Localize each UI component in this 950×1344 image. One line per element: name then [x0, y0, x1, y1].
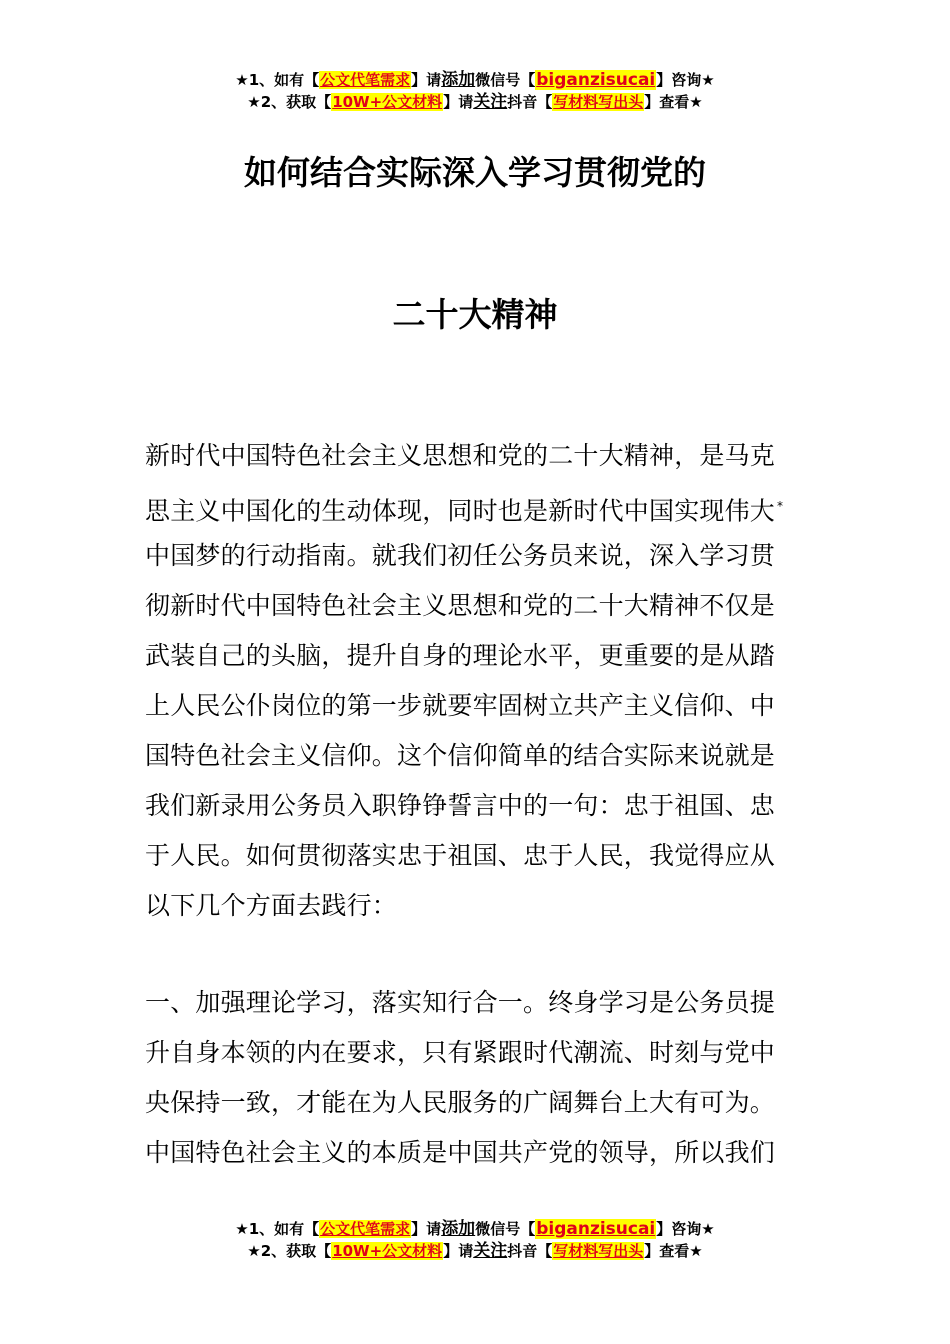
banner-line-1: ★1、如有【公文代笔需求】请添加微信号【biganzisucai】咨询★ — [235, 1219, 715, 1239]
document-title-line-1: 如何结合实际深入学习贯彻党的 — [244, 153, 706, 192]
highlight-writing-service: 公文代笔需求 — [320, 1220, 411, 1238]
text-line: 彻新时代中国特色社会主义思想和党的二十大精神不仅是 — [145, 591, 776, 620]
banner-line-1: ★1、如有【公文代笔需求】请添加微信号【biganzisucai】咨询★ — [235, 70, 715, 90]
text-line: 升自身本领的内在要求，只有紧跟时代潮流、时刻与党中 — [145, 1038, 776, 1067]
text-line: 于人民。如何贯彻落实忠于祖国、忠于人民，我觉得应从 — [145, 841, 776, 870]
footer-banner — [0, 1218, 950, 1262]
text-line: 中国特色社会主义的本质是中国共产党的领导，所以我们 — [145, 1138, 776, 1167]
highlight-douyin-account: 写材料写出头 — [553, 93, 644, 111]
highlight-wechat-id: biganzisucai — [536, 1219, 656, 1239]
paragraph-intro — [145, 431, 810, 931]
text-line: 以下几个方面去践行： — [145, 891, 398, 920]
highlight-writing-service: 公文代笔需求 — [320, 71, 411, 89]
highlight-materials: 10W+公文材料 — [332, 1242, 443, 1260]
highlight-materials: 10W+公文材料 — [332, 93, 443, 111]
paragraph-section-1 — [145, 978, 810, 1178]
banner-line-2: ★2、获取【10W+公文材料】请关注抖音【写材料写出头】查看★ — [247, 1241, 703, 1261]
text-line: 国特色社会主义信仰。这个信仰简单的结合实际来说就是 — [145, 741, 776, 770]
header-banner — [0, 69, 950, 113]
highlight-wechat-id: biganzisucai — [536, 70, 656, 90]
footnote-mark: * — [777, 499, 784, 513]
document-title-line-2: 二十大精神 — [392, 295, 558, 334]
text-line: 新时代中国特色社会主义思想和党的二十大精神，是马克 — [145, 441, 776, 470]
text-line: 一、加强理论学习，落实知行合一。终身学习是公务员提 — [145, 988, 776, 1017]
text-line: 思主义中国化的生动体现，同时也是新时代中国实现伟大 * — [145, 496, 784, 526]
banner-line-2: ★2、获取【10W+公文材料】请关注抖音【写材料写出头】查看★ — [247, 92, 703, 112]
text-line: 上人民公仆岗位的第一步就要牢固树立共产主义信仰、中 — [145, 691, 776, 720]
text-line: 央保持一致，才能在为人民服务的广阔舞台上大有可为。 — [145, 1088, 776, 1117]
highlight-douyin-account: 写材料写出头 — [553, 1242, 644, 1260]
text-line: 我们新录用公务员入职铮铮誓言中的一句：忠于祖国、忠 — [145, 791, 776, 820]
text-line: 中国梦的行动指南。就我们初任公务员来说，深入学习贯 — [145, 541, 776, 570]
text-line: 武装自己的头脑，提升自身的理论水平，更重要的是从踏 — [145, 641, 776, 670]
